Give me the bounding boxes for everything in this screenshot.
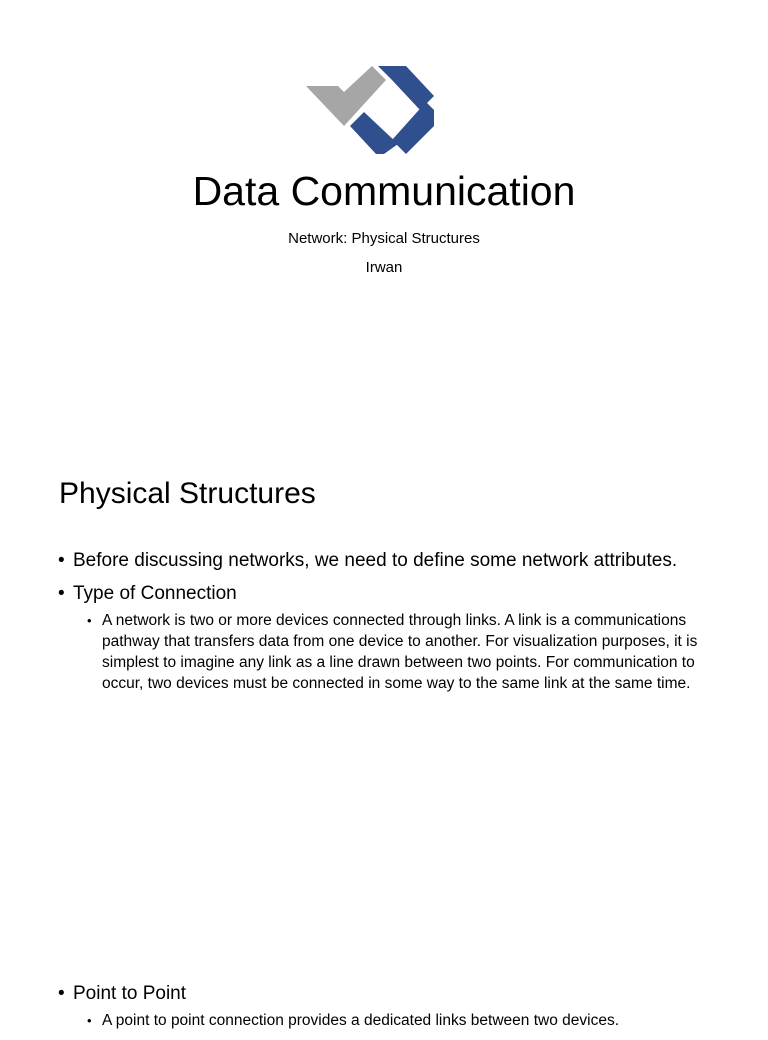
slide-heading: Physical Structures (59, 477, 316, 510)
sub-bullet-text: A point to point connection provides a dedicated links between two devices. (102, 1012, 619, 1029)
title-slide (0, 0, 768, 432)
slide-subtitle: Network: Physical Structures (288, 230, 480, 247)
bullet-item (58, 582, 718, 694)
slide-title: Data Communication (192, 168, 576, 214)
bullet-icon: • (58, 983, 65, 1004)
content-slide-point-to-point (0, 864, 768, 1029)
bullet-item (58, 549, 718, 573)
bullet-list (58, 982, 718, 1040)
sub-bullet-text: A network is two or more devices connected through links. A link is a communications pathway that transfers data from one device to another. For visualization purposes, it is simplest to imagine any link as a line drawn between two points. For communication to occur, two devices must be connected in some way to the same link at the same time. (102, 612, 698, 692)
sub-bullet-icon: • (87, 1013, 92, 1028)
bullet-icon: • (58, 583, 65, 604)
sub-bullet-list (73, 1010, 718, 1031)
bullet-text: Point to Point (73, 983, 187, 1004)
bullet-list (58, 549, 718, 703)
sub-bullet-list (73, 610, 718, 694)
sub-bullet-icon: • (87, 613, 92, 628)
bullet-text: Before discussing networks, we need to define some network attributes. (73, 550, 678, 571)
sub-bullet-item (73, 1010, 718, 1031)
slide-author: Irwan (365, 259, 403, 276)
bullet-icon: • (58, 550, 65, 571)
content-slide-physical-structures (0, 432, 768, 864)
sub-bullet-item (73, 610, 718, 694)
logo-icon (304, 64, 436, 156)
bullet-text: Type of Connection (73, 583, 237, 604)
